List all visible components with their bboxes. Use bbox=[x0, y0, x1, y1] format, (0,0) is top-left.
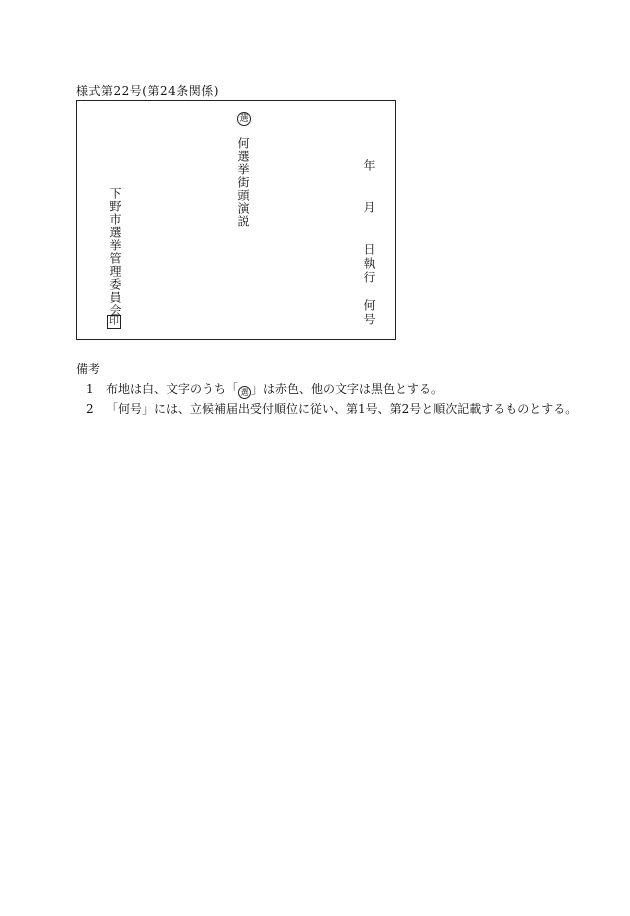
sen-circle-mark: 選 bbox=[237, 112, 251, 126]
sen-inline-mark: 選 bbox=[238, 386, 251, 399]
form-number-label: 様式第22号(第24条関係) bbox=[76, 84, 219, 98]
note-text-after: 」は赤色、他の文字は黒色とする。 bbox=[251, 382, 444, 396]
note-number: 1 bbox=[86, 382, 94, 396]
note-text: 「何号」には、立候補届出受付順位に従い、第1号、第2号と順次記載するものとする。 bbox=[106, 402, 578, 416]
sign-form-box bbox=[76, 100, 396, 340]
note-number: 2 bbox=[86, 402, 94, 416]
seal-stamp-mark: 印 bbox=[109, 316, 119, 327]
note-item-1 bbox=[86, 381, 443, 399]
sign-title: 何選挙街頭演説 bbox=[236, 137, 250, 228]
note-text-before: 布地は白、文字のうち「 bbox=[106, 382, 239, 396]
committee-name: 下野市選挙管理委員会 bbox=[108, 187, 122, 317]
execution-date-line: 年 月 日執行 何号 bbox=[362, 159, 376, 327]
note-item-2 bbox=[86, 401, 577, 417]
notes-heading: 備考 bbox=[76, 362, 101, 376]
